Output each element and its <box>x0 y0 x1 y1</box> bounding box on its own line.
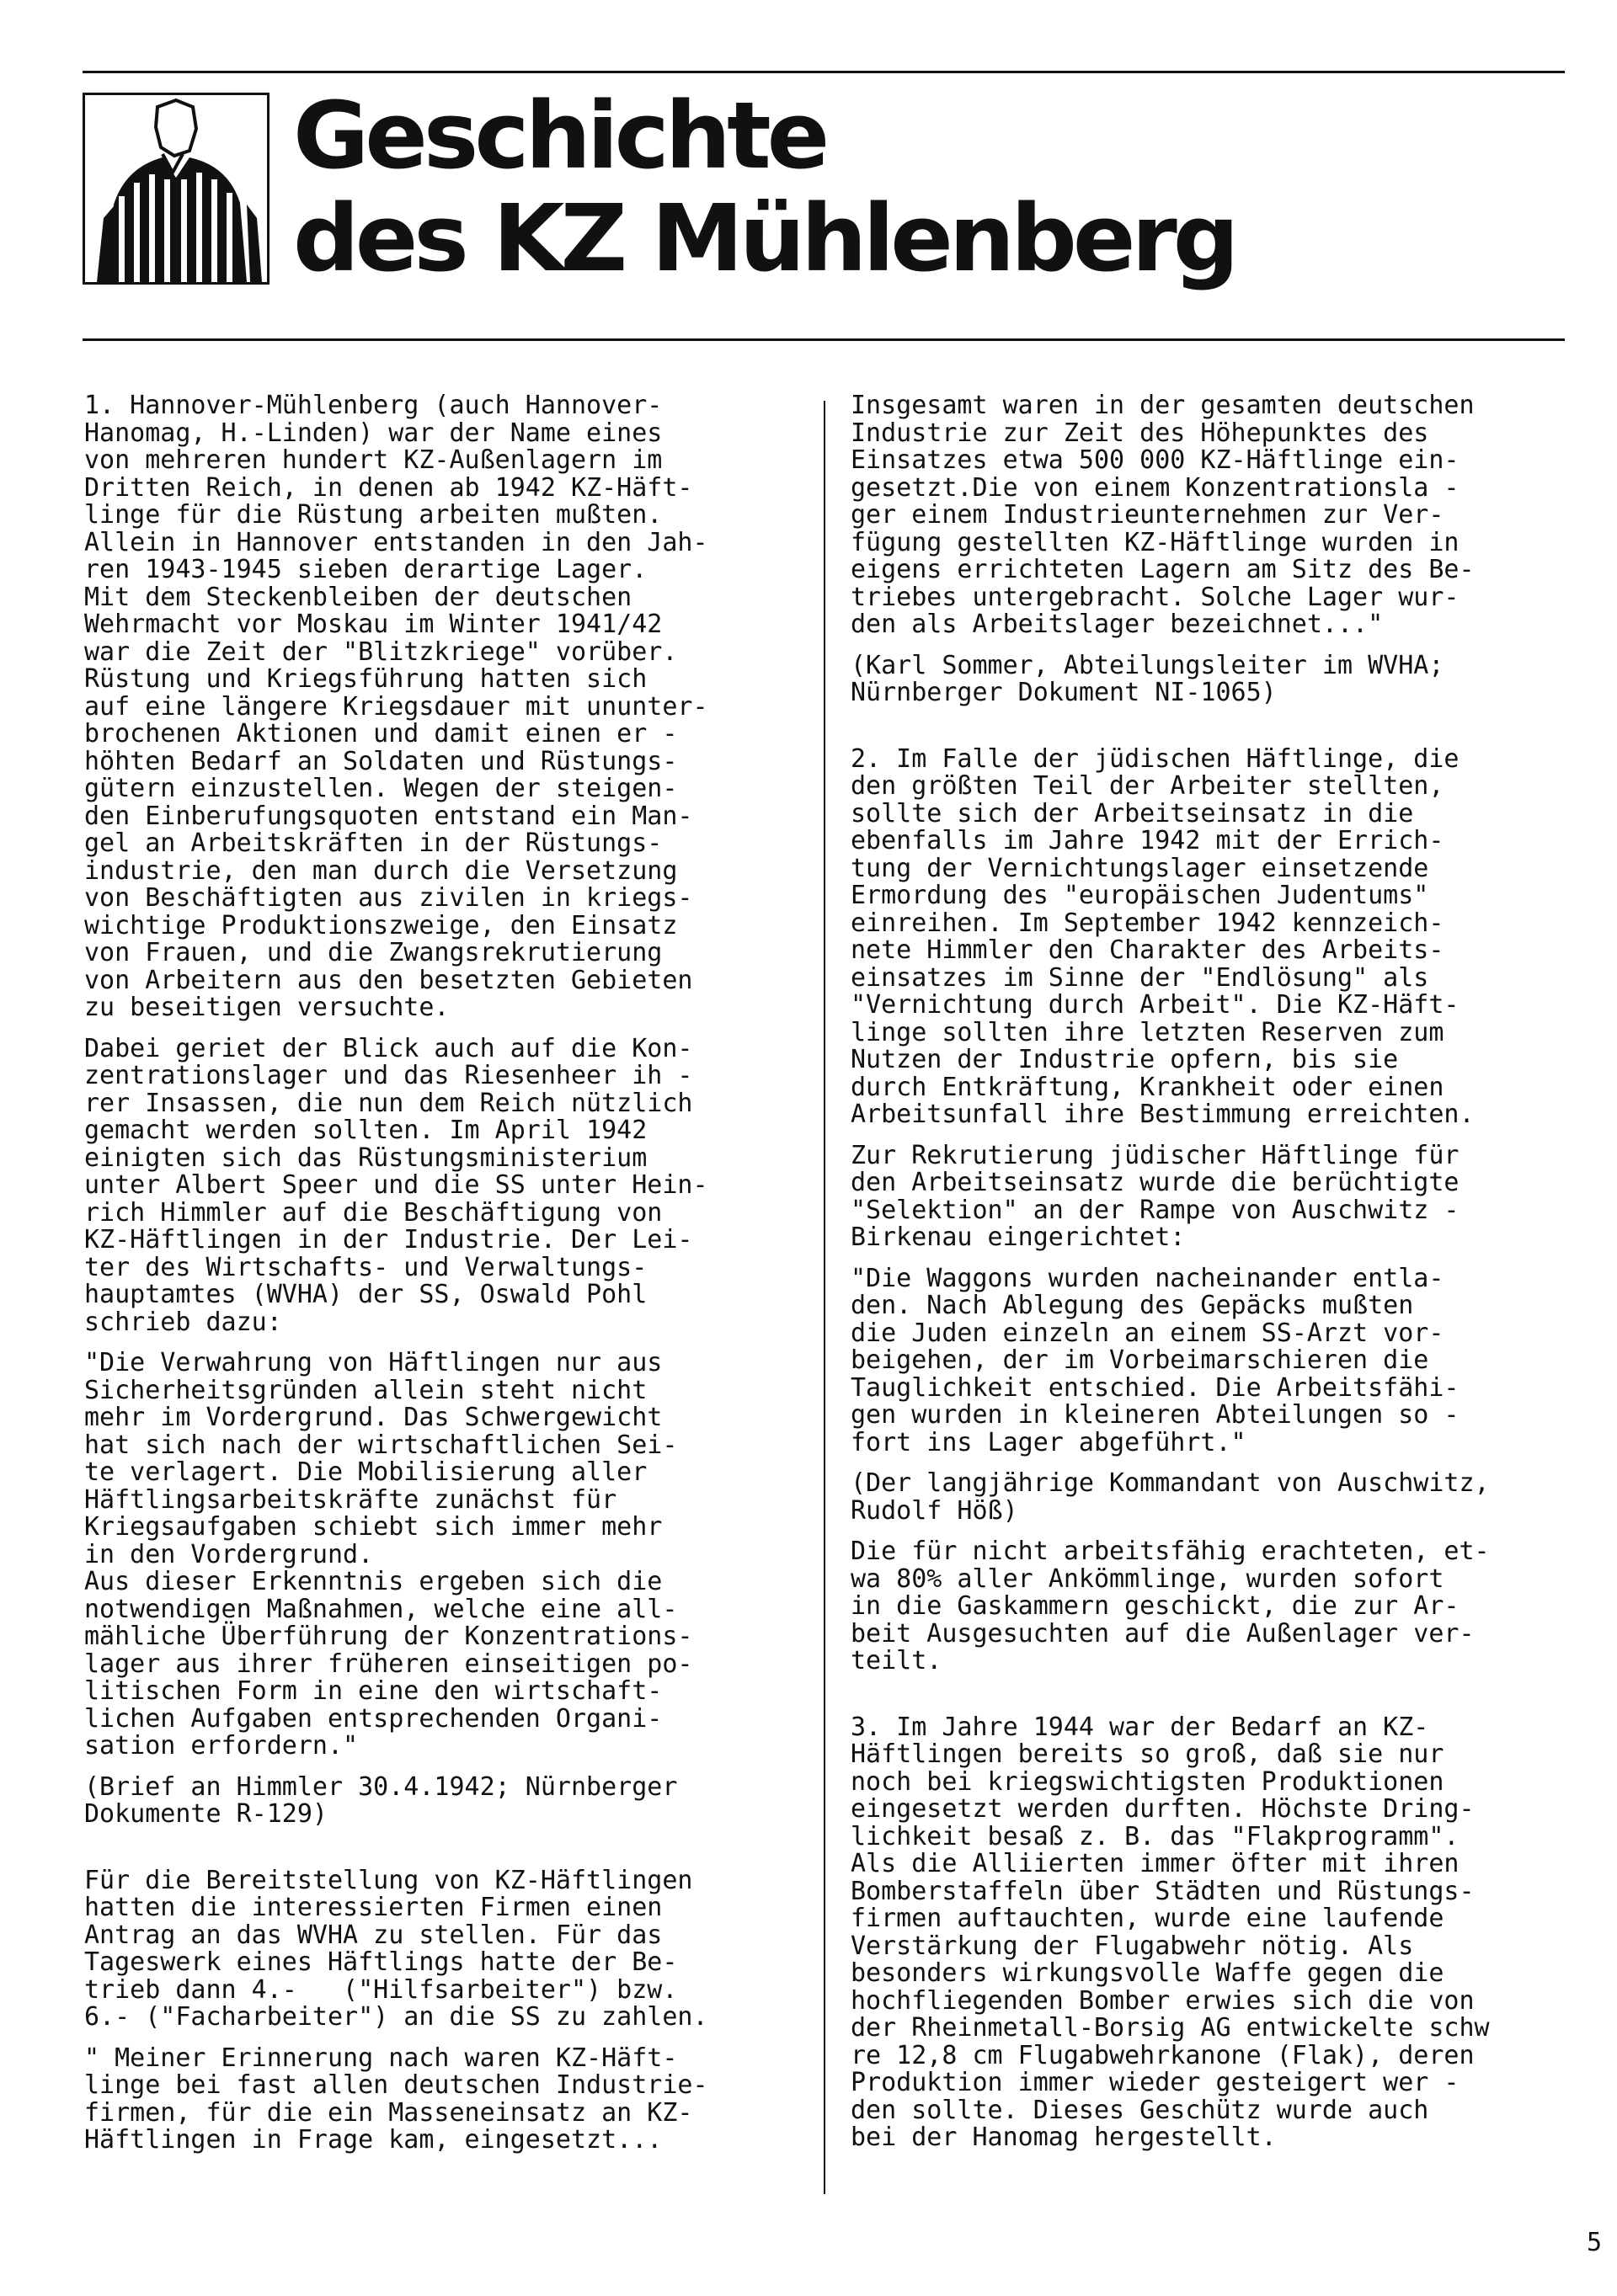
page-number: 5 <box>1587 2228 1603 2257</box>
paragraph: Zur Rekrutierung jüdischer Häftlinge für den Arbeitseinsatz wurde die berüchtigte "Selektion" an der Rampe von Auschwitz - Birkenau eingerichtet: <box>851 1140 1460 1252</box>
paragraph: 1. Hannover-Mühlenberg (auch Hannover- Hanomag, H.-Linden) war der Name eines von mehreren hundert KZ-Außenlagern im Dritten Reich, in denen ab 1942 KZ-Häft- linge für die Rüstung arbeiten mußten. Allein in Hannover entstanden in den Jah- ren 1943-1945 sieben derartige Lager. Mit dem Steckenbleiben der deutschen Wehrmacht vor Moskau im Winter 1941/42 war die Zeit der "Blitzkriege" vorüber. Rüstung und Kriegsführung hatten sich auf eine längere Kriegsdauer mit ununter- brochenen Aktionen und damit einen er - höhten Bedarf an Soldaten und Rüstungs- gütern einzustellen. Wegen der steigen- den Einberufungsquoten entstand ein Man- gel an Arbeitskräften in der Rüstungs- industrie, den man durch die Versetzung von Beschäftigten aus zivilen in kriegs- wichtige Produktionszweige, den Einsatz von Frauen, und die Zwangsrekrutierung von Arbeitern aus den besetzten Gebieten zu beseitigen versuchte. <box>84 392 708 1022</box>
title-line-1: Geschichte <box>293 82 826 189</box>
right-text-column <box>851 392 1575 2261</box>
quote-paragraph: Insgesamt waren in der gesamten deutschen Industrie zur Zeit des Höhepunktes des Einsatzes etwa 500 000 KZ-Häftlinge ein- gesetzt.Die von einem Konzentrationsla - ger einem Industrieunternehmen zur Ver- fügung gestellten KZ-Häftlinge wurden in eigens errichteten Lagern am Sitz des Be- triebes untergebracht. Solche Lager wur- den als Arbeitslager bezeichnet..." <box>851 392 1475 639</box>
paragraph: 3. Im Jahre 1944 war der Bedarf an KZ- Häftlingen bereits so groß, daß sie nur noch bei kriegswichtigsten Produktionen eingesetzt werden durften. Höchste Dring- lichkeit besaß z. B. das "Flakprogramm". Als die Alliierten immer öfter mit ihren Bomberstaffeln über Städten und Rüstungs- firmen auftauchten, wurde eine laufende Verstärkung der Flugabwehr nötig. Als besonders wirkungsvolle Waffe gegen die hochfliegenden Bomber erwies sich die von der Rheinmetall-Borsig AG entwickelte schw re 12,8 cm Flugabwehrkanone (Flak), deren Produktion immer wieder gesteigert wer - den sollte. Dieses Geschütz wurde auch bei der Hanomag hergestellt. <box>851 1712 1490 2152</box>
citation: (Brief an Himmler 30.4.1942; Nürnberger Dokumente R-129) <box>84 1771 678 1829</box>
page-title <box>293 84 1235 290</box>
header-bottom-rule <box>83 338 1565 341</box>
prisoner-figure-icon <box>85 95 267 282</box>
quote-paragraph: "Die Waggons wurden nacheinander entla- den. Nach Ablegung des Gepäcks mußten die Juden einzeln an einem SS-Arzt vor- beigehen, der im Vorbeimarschieren die Tauglichkeit entschied. Die Arbeitsfähi- gen wurden in kleineren Abteilungen so - fort ins Lager abgeführt." <box>851 1263 1460 1457</box>
prisoner-figure-logo <box>83 93 270 285</box>
citation: (Der langjährige Kommandant von Auschwitz, Rudolf Höß) <box>851 1468 1490 1526</box>
title-line-2: des KZ Mühlenberg <box>293 184 1235 292</box>
column-divider <box>824 401 825 2194</box>
paragraph: 2. Im Falle der jüdischen Häftlinge, die den größten Teil der Arbeiter stellten, sollte sich der Arbeitseinsatz in die ebenfalls im Jahre 1942 mit der Errich- tung der Vernichtungslager einsetzende Ermordung des "europäischen Judentums" einreihen. Im September 1942 kennzeich- nete Himmler den Charakter des Arbeits- einsatzes im Sinne der "Endlösung" als "Vernichtung durch Arbeit". Die KZ-Häft- linge sollten ihre letzten Reserven zum Nutzen der Industrie opfern, bis sie durch Entkräftung, Krankheit oder einen Arbeitsunfall ihre Bestimmung erreichten. <box>851 743 1475 1129</box>
paragraph: Für die Bereitstellung von KZ-Häftlingen hatten die interessierten Firmen einen Antrag an das WVHA zu stellen. Für das Tageswerk eines Häftlings hatte der Be- trieb dann 4.- ("Hilfsarbeiter") bzw. 6.- ("Facharbeiter") an die SS zu zahlen. <box>84 1865 708 2032</box>
quote-paragraph: "Die Verwahrung von Häftlingen nur aus Sicherheitsgründen allein steht nicht mehr im Vordergrund. Das Schwergewicht hat sich nach der wirtschaftlichen Sei- te verlagert. Die Mobilisierung aller Häftlingsarbeitskräfte zunächst für Kriegsaufgaben schiebt sich immer mehr in den Vordergrund. Aus dieser Erkenntnis ergeben sich die notwendigen Maßnahmen, welche eine all- mähliche Überführung der Konzentrations- lager aus ihrer früheren einseitigen po- litischen Form in eine den wirtschaft- lichen Aufgaben entsprechenden Organi- sation erfordern." <box>84 1348 693 1761</box>
left-text-column <box>84 392 783 2261</box>
paragraph: Dabei geriet der Blick auch auf die Kon- zentrationslager und das Riesenheer ih - rer Insassen, die nun dem Reich nützlich gemacht werden sollten. Im April 1942 einigten sich das Rüstungsministerium unter Albert Speer und die SS unter Hein- rich Himmler auf die Beschäftigung von KZ-Häftlingen in der Industrie. Der Lei- ter des Wirtschafts- und Verwaltungs- hauptamtes (WVHA) der SS, Oswald Pohl schrieb dazu: <box>84 1033 708 1337</box>
top-rule <box>83 71 1565 73</box>
paragraph: Die für nicht arbeitsfähig erachteten, et- wa 80% aller Ankömmlinge, wurden sofort in die Gaskammern geschickt, die zur Ar- beit Ausgesuchten auf die Außenlager ver- teilt. <box>851 1537 1490 1675</box>
citation: (Karl Sommer, Abteilungsleiter im WVHA; Nürnberger Dokument NI-1065) <box>851 650 1444 707</box>
quote-paragraph: " Meiner Erinnerung nach waren KZ-Häft- linge bei fast allen deutschen Industrie- firmen, für die ein Masseneinsatz an KZ- Häftlingen in Frage kam, eingesetzt... <box>84 2043 708 2155</box>
